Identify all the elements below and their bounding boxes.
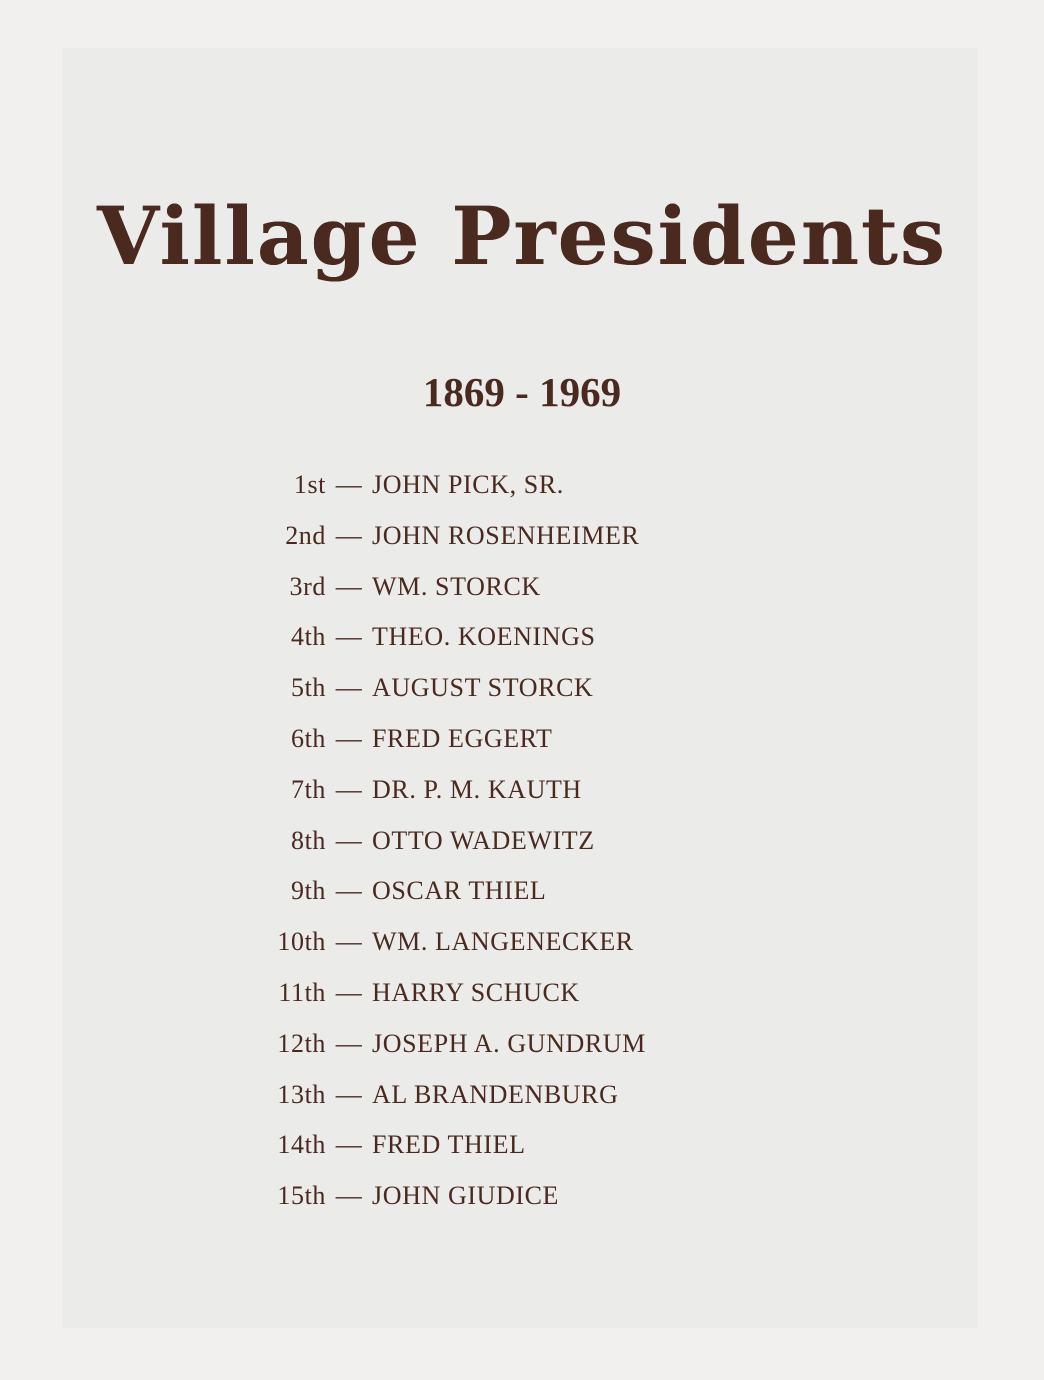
list-item: [262, 521, 646, 572]
president-name: WM. LANGENECKER: [372, 927, 634, 957]
dash: —: [335, 622, 363, 652]
president-name: JOHN GIUDICE: [372, 1181, 560, 1211]
president-name: JOSEPH A. GUNDRUM: [372, 1028, 646, 1058]
list-item: [262, 1181, 646, 1232]
president-name: AUGUST STORCK: [372, 673, 594, 703]
ordinal: 8th: [290, 825, 326, 855]
year-range: 1869 - 1969: [422, 369, 622, 415]
dash: —: [335, 825, 363, 855]
list-item: [262, 1080, 646, 1131]
list-item: [262, 927, 646, 978]
presidents-list: [262, 470, 646, 1232]
ordinal: 10th: [277, 927, 326, 957]
president-name: JOHN PICK, SR.: [372, 470, 564, 499]
dash: —: [335, 977, 363, 1007]
ordinal: 7th: [290, 774, 326, 804]
president-name: WM. STORCK: [372, 571, 541, 601]
president-name: DR. P. M. KAUTH: [372, 774, 582, 804]
ordinal: 6th: [290, 723, 326, 753]
list-item: [262, 622, 646, 673]
dash: —: [335, 927, 363, 957]
president-name: HARRY SCHUCK: [372, 977, 580, 1007]
ordinal: 4th: [290, 622, 326, 652]
list-item: [262, 1029, 646, 1080]
list-item: [262, 876, 646, 927]
dash: —: [335, 1130, 363, 1160]
list-item: [262, 673, 646, 724]
dash: —: [335, 571, 363, 601]
dash: —: [335, 673, 363, 703]
dash: —: [335, 723, 363, 753]
ordinal: 12th: [277, 1028, 326, 1058]
ordinal: 9th: [290, 876, 326, 906]
list-item: [262, 978, 646, 1029]
ordinal: 1st: [293, 470, 326, 499]
president-name: JOHN ROSENHEIMER: [372, 520, 640, 550]
list-item: [262, 1130, 646, 1181]
page-title-text: Village Presidents: [97, 189, 947, 283]
ordinal: 5th: [290, 673, 326, 703]
president-name: AL BRANDENBURG: [372, 1079, 619, 1109]
list-item: [262, 572, 646, 623]
ordinal: 11th: [278, 977, 326, 1007]
dash: —: [335, 470, 363, 499]
ordinal: 14th: [277, 1130, 326, 1160]
list-item: [262, 470, 646, 521]
president-name: THEO. KOENINGS: [372, 622, 596, 652]
president-name: OSCAR THIEL: [372, 876, 547, 906]
dash: —: [335, 774, 363, 804]
dash: —: [335, 1079, 363, 1109]
list-item: [262, 826, 646, 877]
president-name: OTTO WADEWITZ: [372, 825, 595, 855]
dash: —: [335, 520, 363, 550]
list-item: [262, 775, 646, 826]
ordinal: 2nd: [285, 520, 326, 550]
president-name: FRED THIEL: [372, 1130, 526, 1160]
dash: —: [335, 1028, 363, 1058]
president-name: FRED EGGERT: [372, 723, 553, 753]
ordinal: 15th: [277, 1181, 326, 1211]
page-title: [0, 189, 1044, 283]
dash: —: [335, 876, 363, 906]
ordinal: 13th: [277, 1079, 326, 1109]
dash: —: [335, 1181, 363, 1211]
list-item: [262, 724, 646, 775]
ordinal: 3rd: [289, 571, 326, 601]
